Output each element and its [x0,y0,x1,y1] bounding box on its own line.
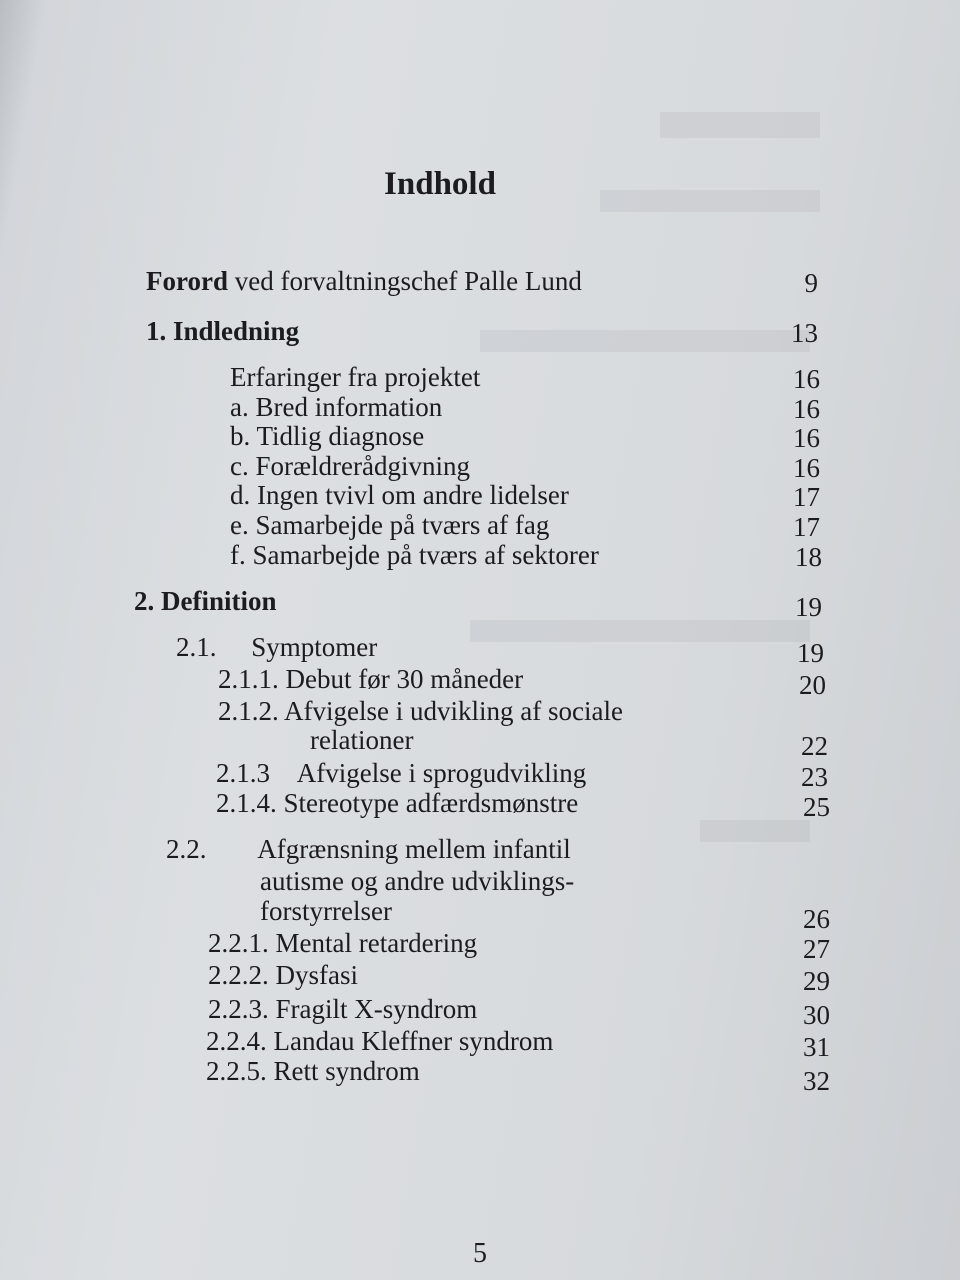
toc-page-number: 31 [803,1032,830,1062]
item-letter: c. [230,451,249,481]
section-label: Afgrænsning mellem infantil [257,834,571,864]
subsection-number: 2.1.2. [218,696,279,726]
item-text: Samarbejde på tværs af sektorer [252,540,599,570]
subsection-label: Afvigelse i sprogudvikling [296,758,587,788]
toc-page-number: 26 [803,904,830,934]
toc-page-number: 16 [793,453,820,483]
toc-item [230,510,549,541]
subsection-label: Mental retardering [275,928,478,958]
toc-page-number: 17 [793,482,820,512]
toc-page-number: 25 [803,792,830,822]
toc-page-number: 17 [793,512,820,542]
toc-page-number: 30 [803,1000,830,1030]
item-letter: f. [230,540,246,570]
toc-page-number: 19 [795,592,822,622]
toc-chapter-1 [146,316,299,347]
subsection-number: 2.2.4. [206,1026,267,1056]
subsection-label: Debut før 30 måneder [285,664,524,694]
toc-subsection [216,758,586,789]
item-text: Tidlig diagnose [256,421,425,451]
toc-page-number: 32 [803,1066,830,1096]
item-text: Bred information [255,392,443,422]
section-number: 2.2. [166,834,207,864]
subsection-label: Landau Kleffner syndrom [273,1026,554,1056]
subsection-label: Rett syndrom [273,1056,420,1086]
section-number: 2.1. [176,632,217,662]
chapter-number: 2. [134,586,155,616]
subsection-number: 2.2.5. [206,1056,267,1086]
toc-forord-text: ved forvaltningschef Palle Lund [234,266,582,296]
toc-page-number: 16 [793,364,820,394]
toc-page-number: 19 [797,638,824,668]
toc-erfaringer: Erfaringer fra projektet [230,362,481,392]
toc-subsection [208,928,477,959]
toc-forord [146,266,582,297]
subsection-label: Fragilt X-syndrom [275,994,478,1024]
toc-item [230,392,442,423]
subsection-label: Stereotype adfærdsmønstre [283,788,579,818]
subsection-label: Dysfasi [275,960,358,990]
toc-item [230,480,569,511]
item-text: Forældrerådgivning [255,451,470,481]
item-letter: a. [230,392,249,422]
toc-page-number: 27 [803,934,830,964]
toc-page-number: 23 [801,762,828,792]
toc-subsection [218,696,623,727]
toc-item [230,540,599,571]
item-text: Ingen tvivl om andre lidelser [257,480,569,510]
item-letter: d. [230,480,251,510]
subsection-number: 2.2.2. [208,960,269,990]
subsection-number: 2.2.1. [208,928,269,958]
toc-subsection [206,1056,420,1087]
toc-subsection [208,994,477,1025]
chapter-label: Definition [161,586,277,616]
chapter-label: Indledning [173,316,300,346]
toc-item [230,451,470,482]
toc-page-number: 29 [803,966,830,996]
toc-subsection [206,1026,553,1057]
subsection-label: Afvigelse i udvikling af sociale [284,696,623,726]
toc-section-2-1 [176,632,377,663]
toc-page-number: 16 [793,423,820,453]
page-title: Indhold [384,166,496,202]
toc-subsection [216,788,578,819]
toc-section-2-2 [166,834,571,865]
toc-page-number: 22 [801,731,828,761]
section-label-continued: autisme og andre udviklings- [260,866,575,896]
toc-page-number: 9 [804,268,818,298]
item-letter: e. [230,510,249,540]
item-letter: b. [230,421,251,451]
chapter-number: 1. [146,316,167,346]
subsection-number: 2.1.1. [218,664,279,694]
page-number: 5 [473,1238,487,1269]
subsection-label-continued: relationer [310,725,414,755]
toc-item [230,421,424,452]
toc-page-number: 20 [799,670,826,700]
toc-chapter-2 [134,586,277,617]
subsection-number: 2.2.3. [208,994,269,1024]
subsection-number: 2.1.3 [216,758,270,788]
toc-page-number: 16 [793,394,820,424]
toc-page-number: 18 [795,542,822,572]
toc-forord-label: Forord [146,266,228,296]
toc-page-number: 13 [791,318,818,348]
section-label: Symptomer [251,632,378,662]
section-label-continued: forstyrrelser [260,896,392,926]
subsection-number: 2.1.4. [216,788,277,818]
toc-subsection [218,664,523,695]
item-text: Samarbejde på tværs af fag [255,510,550,540]
toc-subsection [208,960,358,991]
